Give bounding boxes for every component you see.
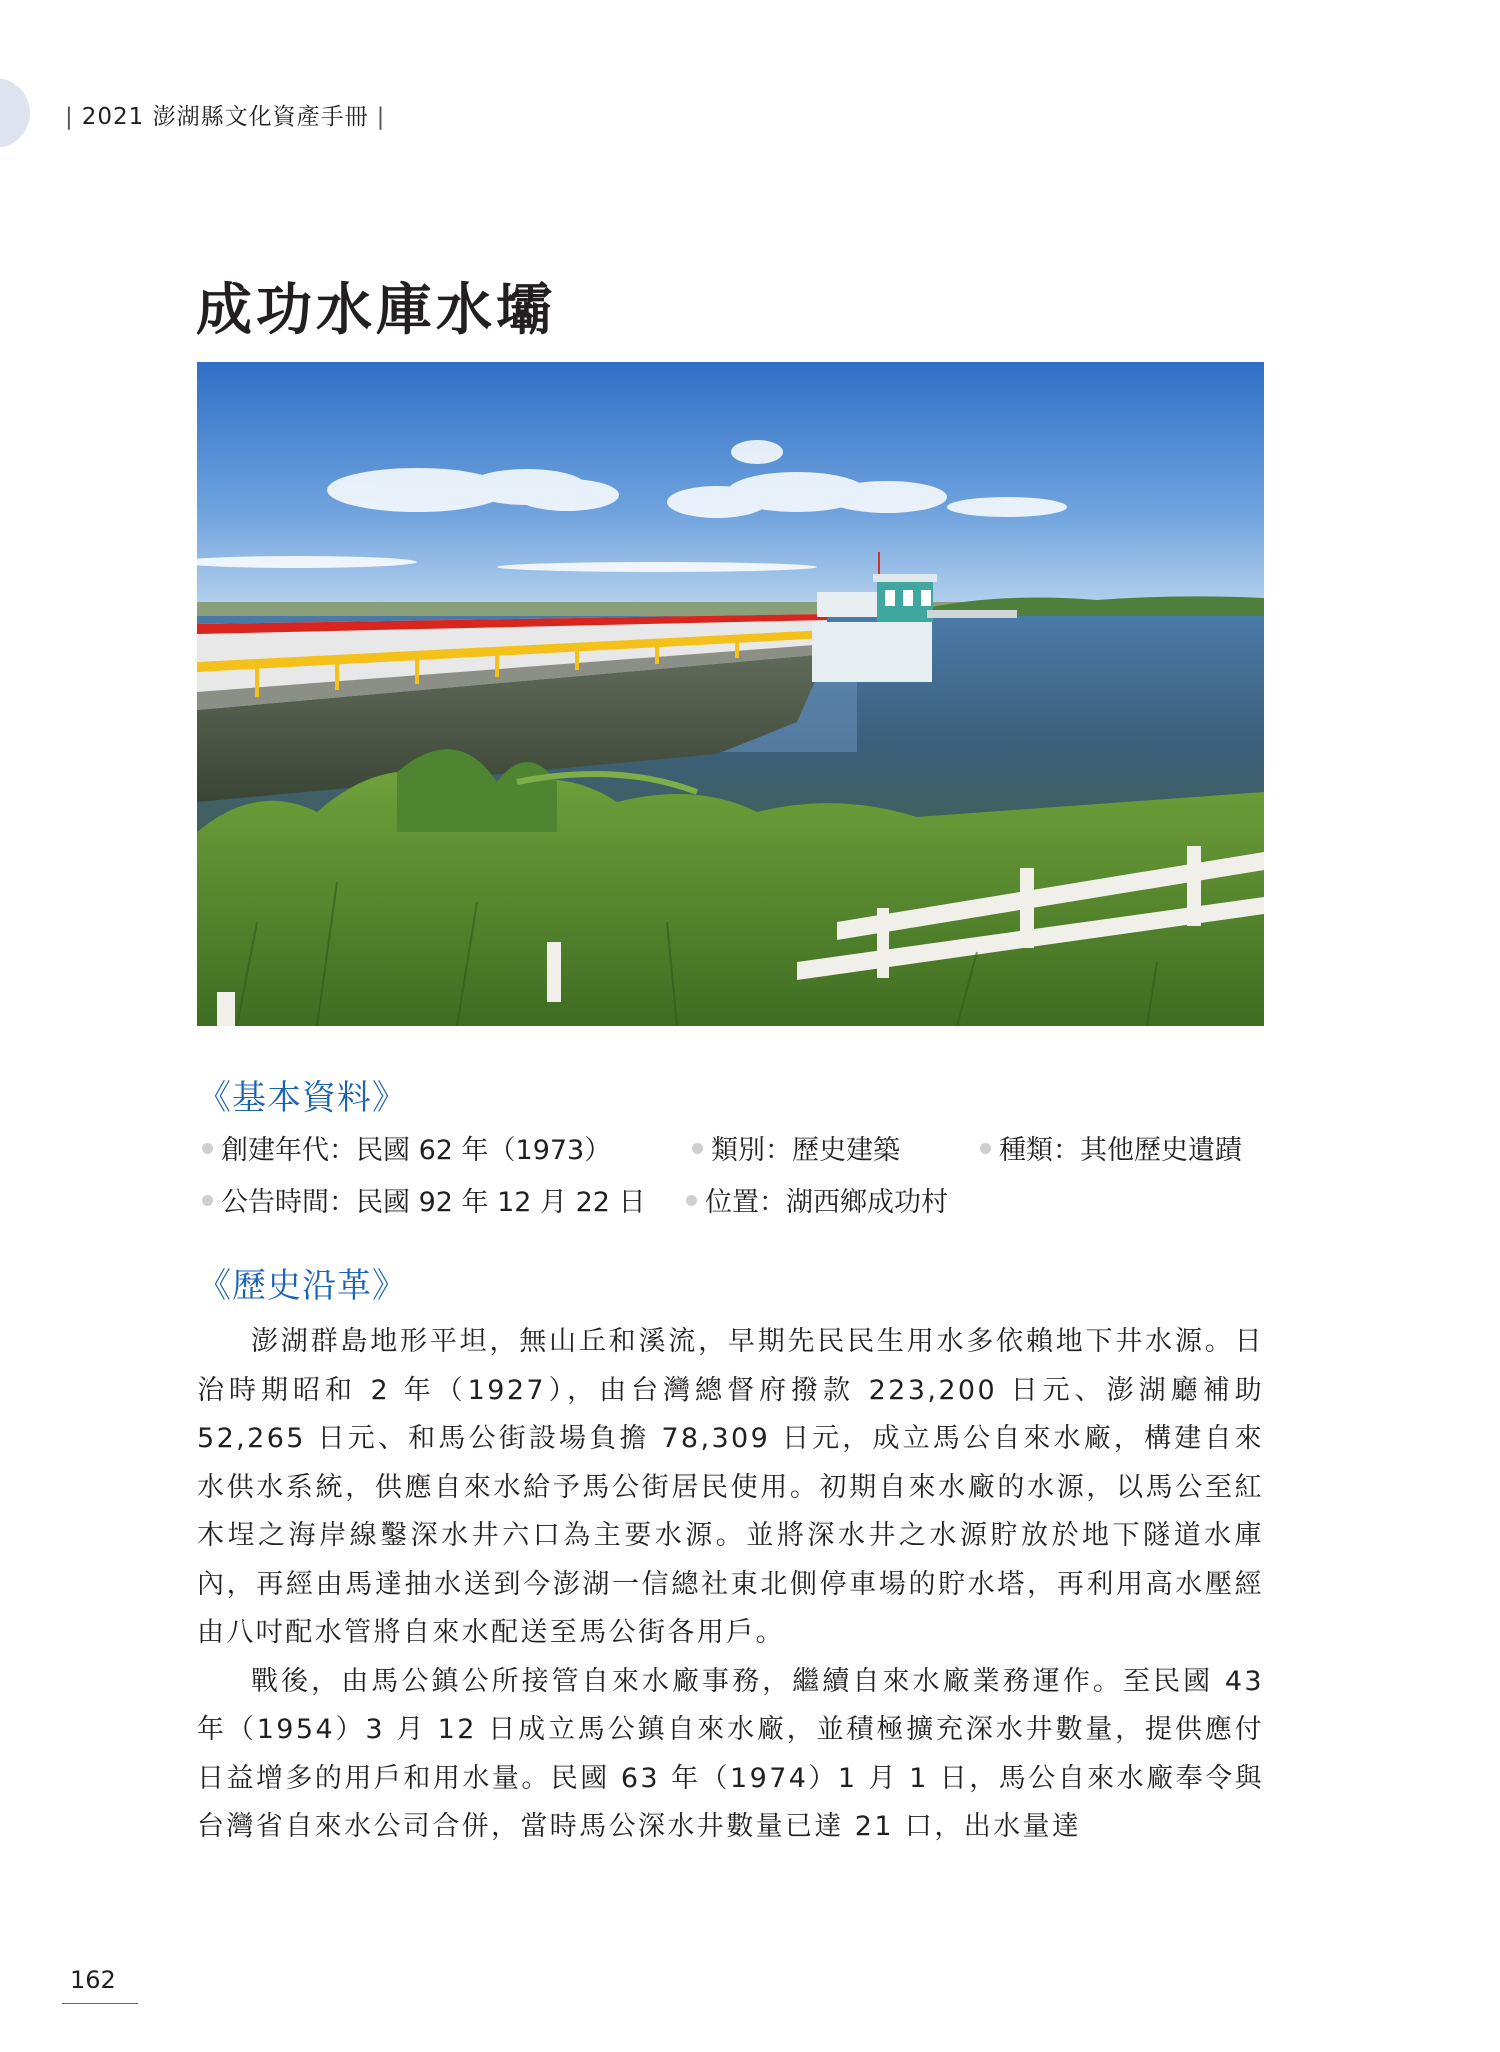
page-number-rule — [62, 2003, 138, 2004]
info-item-type: 種類：其他歷史遺蹟 — [980, 1128, 1242, 1167]
info-item-announcement-date: 公告時間：民國 92 年 12 月 22 日 — [202, 1180, 646, 1219]
history-heading: 《歷史沿革》 — [197, 1266, 407, 1306]
history-paragraph: 澎湖群島地形平坦，無山丘和溪流，早期先民民生用水多依賴地下井水源。日治時期昭和 2 年（1927），由台灣總督府撥款 223,200 日元、澎湖廳補助 52,265 日元、和馬公街設場負擔 78,309 日元，成立馬公自來水廠，構建自來水供水系統，供應自來水給予馬公街居民使用。初期自來水廠的水源，以馬公至紅木埕之海岸線鑿深水井六口為主要水源。並將深水井之水源貯放於地下隧道水庫內，再經由馬達抽水送到今澎湖一信總社東北側停車場的貯水塔，再利用高水壓經由八吋配水管將自來水配送至馬公街各用戶。 — [197, 1326, 1264, 1648]
header-divider-right: | — [376, 104, 386, 130]
history-paragraph: 戰後，由馬公鎮公所接管自來水廠事務，繼續自來水廠業務運作。至民國 43 年（1954）3 月 12 日成立馬公鎮自來水廠，並積極擴充深水井數量，提供應付日益增多的用戶和用水量。民國 63 年（1974）1 月 1 日，馬公自來水廠奉令與台灣省自來水公司合併，當時馬公深水井數量已達 21 口，出水量達 — [197, 1665, 1264, 1842]
history-body — [197, 1318, 1264, 1852]
bullet-icon — [202, 1143, 213, 1154]
dam-reservoir-photo — [197, 362, 1264, 1026]
running-title: 2021 澎湖縣文化資產手冊 — [81, 104, 369, 130]
running-header — [57, 98, 393, 131]
bullet-icon — [692, 1143, 703, 1154]
page-number: 162 — [70, 1966, 116, 1994]
page-title: 成功水庫水壩 — [196, 277, 556, 343]
info-item-category: 類別：歷史建築 — [692, 1128, 900, 1167]
bullet-icon — [202, 1195, 213, 1206]
info-item-founding-year: 創建年代：民國 62 年（1973） — [202, 1128, 611, 1167]
basic-info-heading: 《基本資料》 — [197, 1078, 407, 1118]
header-divider-left: | — [65, 104, 74, 130]
bullet-icon — [980, 1143, 991, 1154]
corner-tab-decoration — [0, 78, 30, 148]
info-item-location: 位置：湖西鄉成功村 — [686, 1180, 948, 1219]
bullet-icon — [686, 1195, 697, 1206]
